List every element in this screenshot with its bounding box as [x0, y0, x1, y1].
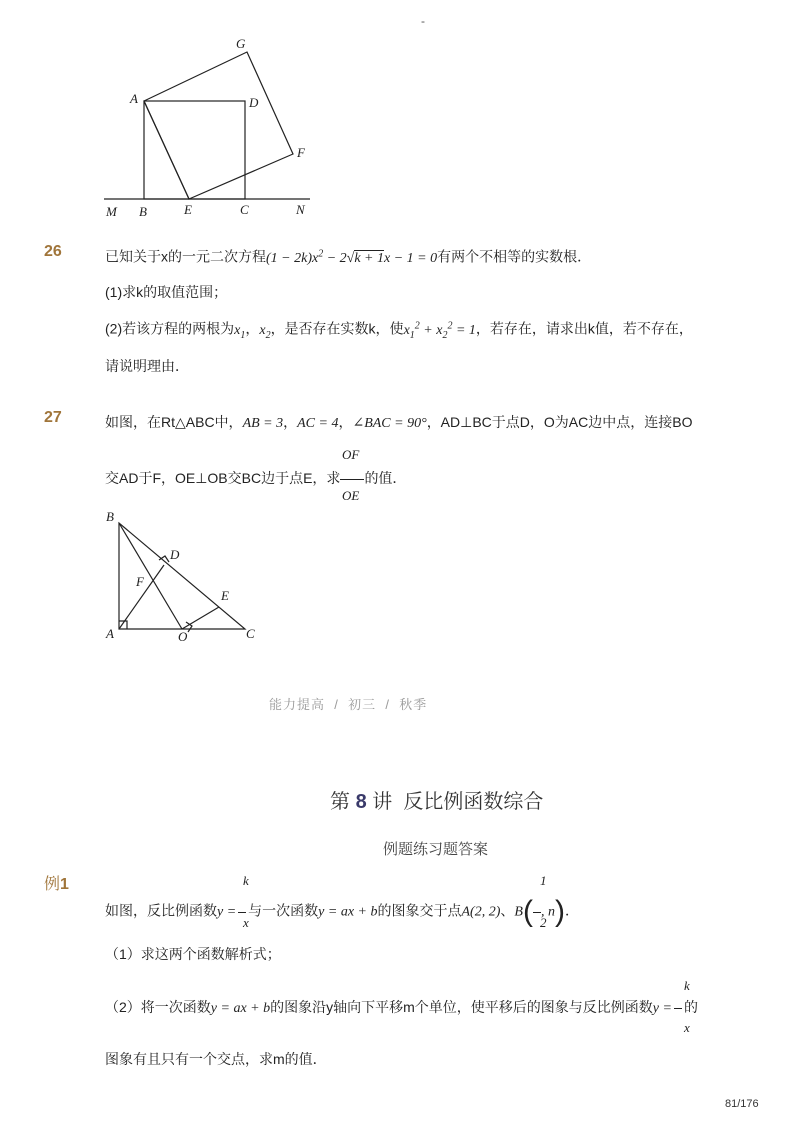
footer-breadcrumb: 能力提高 / 初三 / 秋季 [269, 697, 428, 712]
q27-fraction-bar [340, 479, 364, 480]
label-d: D [249, 95, 259, 110]
ex1-frac-x: x [243, 915, 249, 930]
label-c2: C [246, 626, 255, 641]
q26-line1: 已知关于x的一元二次方程$(1 - 2k)x^2 - 2√k + 1x - 1 = 0$有两个不相等的实数根． [105, 248, 592, 266]
page-number: 81/176 [725, 1098, 759, 1110]
label-e2: E [221, 588, 229, 603]
example1-part1: （1）求这两个函数解析式； [105, 946, 281, 962]
figure-right-triangle [100, 508, 270, 648]
segment-oe [182, 607, 219, 629]
example1-part2-line2: 图象有且只有一个交点，求m的值． [105, 1051, 327, 1067]
q27-frac-numerator: OF [342, 447, 360, 462]
q26-part2-line2: 请说明理由． [105, 358, 189, 374]
lecture-title: 第 8 讲 反比例函数综合 [330, 791, 544, 813]
q27-line1: 如图，在Rt△ABC中，AB = 3，AC = 4，∠BAC = 90°，AD⊥BC于点D，O为AC边中点，连接BO [105, 414, 693, 431]
square-aefg [144, 52, 293, 199]
example1-line1: 如图，反比例函数y = 与一次函数y = ax + b的图象交于点A(2, 2)、B( , n)． [105, 895, 579, 928]
label-f: F [297, 145, 305, 160]
label-a2: A [106, 626, 114, 641]
ex1-half-den: 2 [540, 915, 547, 930]
example1-part2: （2）将一次函数y = ax + b的图象沿y轴向下平移m个单位，使平移后的图象与反比例函数y = 的 [105, 999, 698, 1016]
q26-part2: (2)若该方程的两根为$x_1$，$x_2$，是否存在实数k，使$x_1^2 + x_2^2 = 1$，若存在，请求出k值，若不存在， [105, 320, 693, 341]
ex1-part2-k: k [684, 978, 690, 993]
q27-frac-denominator: OE [342, 488, 360, 503]
label-n: N [296, 202, 305, 217]
label-d2: D [170, 547, 180, 562]
label-g: G [236, 36, 246, 51]
label-e: E [184, 202, 192, 217]
label-a: A [130, 91, 138, 106]
header-mark: - [421, 14, 425, 28]
ex1-half-num: 1 [540, 873, 547, 888]
label-b2: B [106, 509, 114, 524]
question-number-27: 27 [44, 409, 62, 426]
q27-line2: 交AD于F，OE⊥OB交BC边于点E，求 的值． [105, 470, 407, 486]
ex1-frac-k: k [243, 873, 249, 888]
label-c: C [240, 202, 249, 217]
square-abcd [144, 101, 245, 199]
label-f2: F [136, 574, 144, 589]
ex1-half-bar [533, 912, 541, 913]
q26-part1: (1)求k的取值范围； [105, 284, 228, 300]
example-label: 例1 [44, 876, 69, 893]
label-o2: O [178, 629, 188, 644]
figure-square-geometry [100, 36, 330, 226]
question-number-26: 26 [44, 243, 62, 260]
ex1-part2-x: x [684, 1020, 690, 1035]
ex1-fraction-bar [238, 912, 246, 913]
label-b: B [139, 204, 147, 219]
segment-bo [119, 523, 182, 629]
label-m: M [106, 204, 117, 219]
section-subtitle: 例题练习题答案 [383, 841, 489, 858]
ex1-part2-fraction-bar [674, 1008, 682, 1009]
